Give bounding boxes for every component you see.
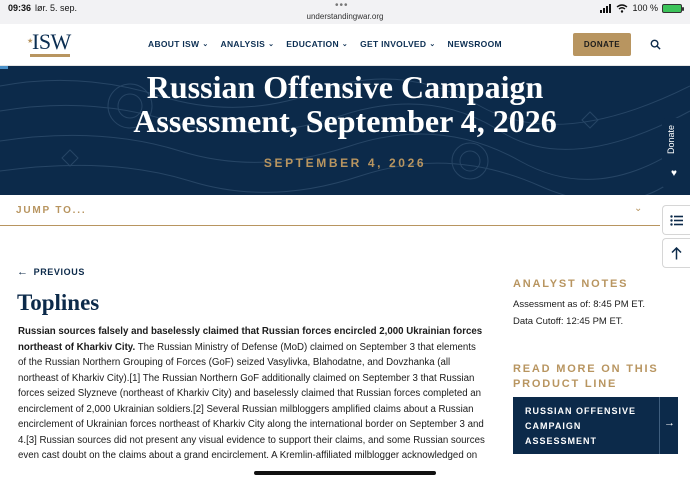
nav-item-label: EDUCATION	[286, 39, 339, 49]
wifi-icon	[616, 4, 628, 13]
article-body	[18, 324, 486, 464]
address-bar-url[interactable]: understandingwar.org	[306, 12, 384, 21]
page-title-line-1: Russian Offensive Campaign	[146, 69, 544, 105]
signal-icon	[600, 4, 612, 13]
scroll-to-top-button[interactable]	[662, 238, 690, 268]
chevron-down-icon: ⌄	[202, 41, 209, 48]
status-right-cluster	[600, 3, 682, 13]
nav-item-analysis[interactable]	[221, 39, 275, 49]
product-line-card[interactable]	[513, 397, 678, 454]
jump-to-label: JUMP TO...	[16, 205, 87, 216]
previous-label: PREVIOUS	[33, 267, 85, 277]
read-more-heading: READ MORE ON THIS PRODUCT LINE	[513, 363, 659, 390]
chevron-down-icon: ⌄	[341, 41, 349, 48]
nav-item-label: ANALYSIS	[220, 39, 266, 49]
card-divider	[659, 397, 660, 454]
nav-item-education[interactable]	[286, 39, 348, 49]
page-title	[60, 70, 630, 138]
status-time: 09:36	[8, 3, 32, 13]
table-of-contents-button[interactable]	[662, 205, 690, 235]
nav-item-label: GET INVOLVED	[360, 39, 427, 49]
assessment-time: Assessment as of: 8:45 PM ET.	[513, 299, 645, 310]
logo-text: ISW	[32, 29, 71, 54]
arrow-left-icon: ←	[17, 266, 29, 278]
side-donate-tab[interactable]	[662, 118, 690, 188]
status-bar	[0, 0, 690, 24]
list-icon	[670, 215, 683, 226]
analyst-notes-heading: ANALYST NOTES	[513, 278, 629, 290]
jump-to-dropdown[interactable]	[0, 195, 660, 226]
battery-icon	[662, 4, 682, 13]
nav-item-get-involved[interactable]	[360, 39, 435, 49]
lead-sentence: Russian sources falsely and baselessly claimed that Russian forces encircled 2,000 Ukrainian forces northeast of Kharkiv City.	[18, 326, 483, 353]
battery-percent: 100 %	[632, 3, 658, 13]
star-icon: ★	[27, 38, 34, 45]
chevron-down-icon: ⌄	[268, 41, 275, 48]
side-donate-label: Donate	[666, 124, 676, 154]
arrow-up-icon	[671, 247, 682, 260]
product-line-label: RUSSIAN OFFENSIVE CAMPAIGN ASSESSMENT	[525, 406, 637, 446]
logo-underline	[30, 54, 70, 57]
previous-link[interactable]	[17, 266, 85, 278]
search-icon[interactable]	[650, 39, 661, 50]
chevron-down-icon: ⌄	[634, 203, 643, 214]
main-nav	[148, 39, 502, 49]
chevron-down-icon: ⌄	[429, 41, 436, 48]
site-header	[0, 24, 690, 66]
multitask-dots-icon[interactable]: •••	[335, 0, 349, 11]
nav-item-label: ABOUT ISW	[148, 39, 200, 49]
data-cutoff-time: Data Cutoff: 12:45 PM ET.	[513, 316, 624, 327]
page-title-line-2: Assessment, September 4, 2026	[133, 103, 557, 139]
status-date: lør. 5. sep.	[35, 3, 78, 13]
nav-item-label: NEWSROOM	[447, 39, 502, 49]
arrow-right-icon: →	[664, 417, 675, 429]
hero-banner	[0, 66, 690, 195]
section-heading-toplines: Toplines	[17, 290, 100, 315]
isw-logo[interactable]	[27, 29, 73, 59]
home-indicator[interactable]	[254, 471, 436, 475]
nav-item-about[interactable]	[148, 39, 209, 49]
nav-item-newsroom[interactable]	[448, 39, 502, 49]
heart-icon: ♥	[671, 168, 677, 179]
donate-button[interactable]: DONATE	[573, 33, 631, 56]
body-paragraph: The Russian Ministry of Defense (MoD) claimed on September 3 that elements of the Russian Northern Grouping of Forces (GoF) seized Vasylivka, Blahodatne, and Dovzhanka (all northeast of Kharkiv City).[1] The Russian Northern GoF additionally claimed on September 3 that Russian forces seized Slyzneve (northeast of Kharkiv City) and baselessly claimed that Russian forces completed an encirclement of 2,000 Ukrainian soldiers.[2] Several Russian milbloggers amplified claims about a Russian encirclement of Ukrainian forces northeast of Kharkiv City along the international border on September 3 and 4.[3] Russian sources did not present any visual evidence to support their claims, and some Russian sources even cast doubt on the claims about a grand encirclement. A Kremlin-affiliated milblogger acknowledged on	[18, 341, 485, 461]
publish-date: SEPTEMBER 4, 2026	[263, 156, 427, 170]
